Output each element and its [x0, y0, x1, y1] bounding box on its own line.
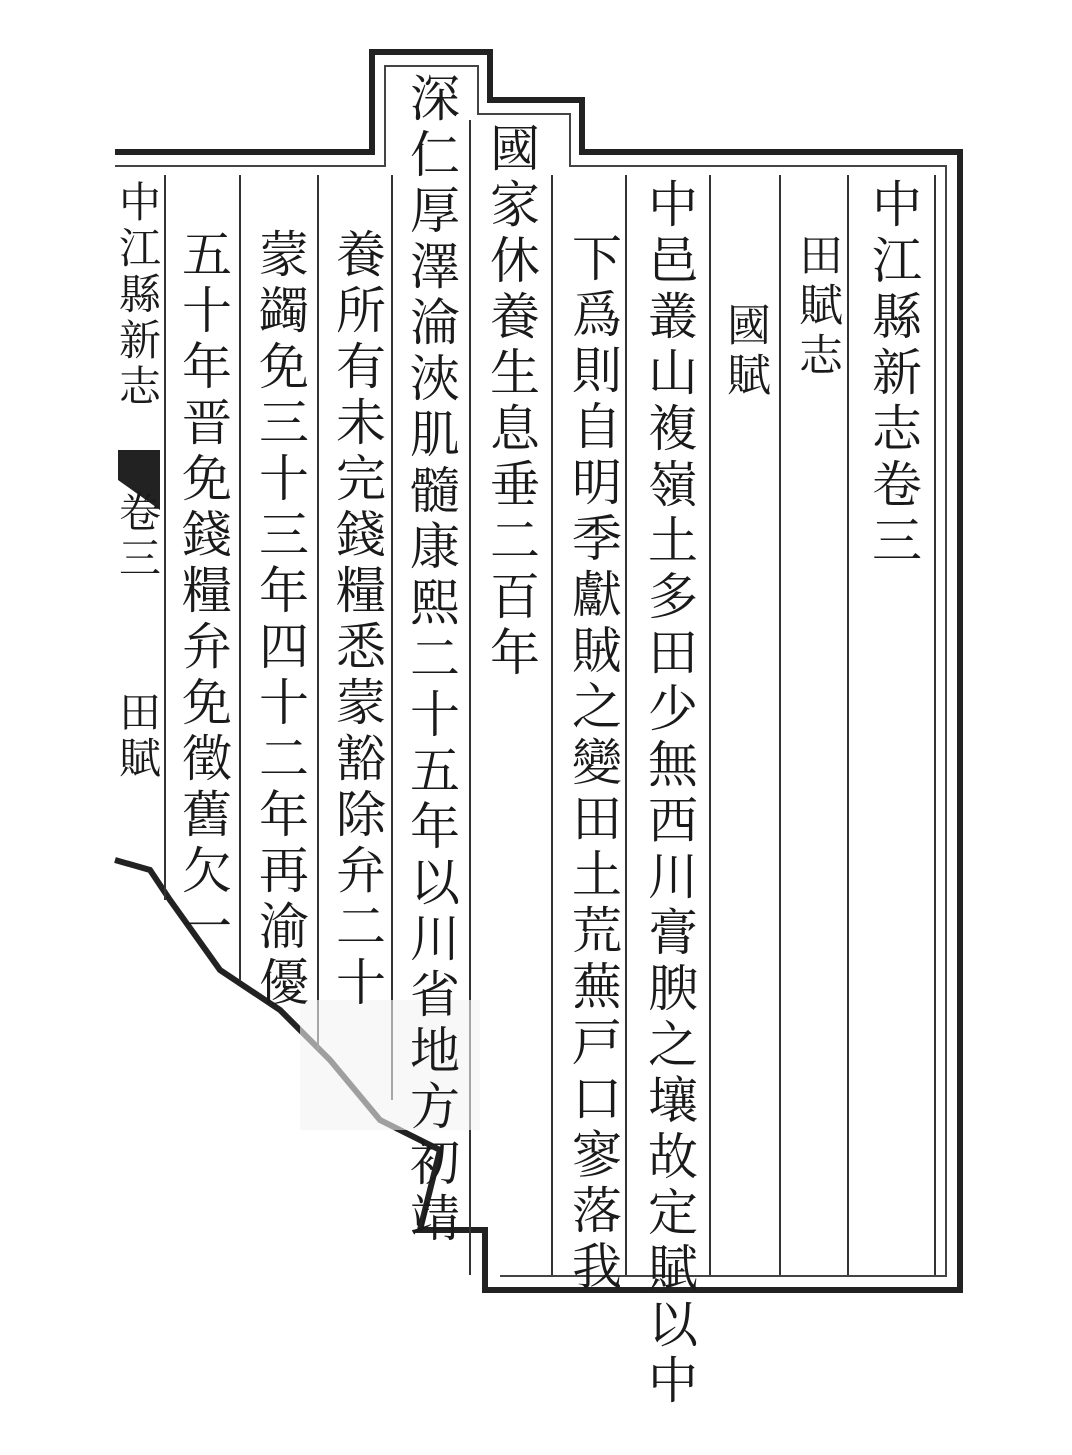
- text-column-2: 下爲則自明季獻賊之變田土荒蕪戸口寥落我: [564, 232, 622, 1296]
- text-column-6: 蒙蠲免三十三年四十二年再渝優: [251, 228, 309, 1012]
- text-column-1: 中邑叢山複嶺土多田少無西川膏腴之壤故定賦以中: [640, 178, 698, 1410]
- section-heading: 田賦志: [791, 232, 842, 382]
- volume-title: 中江縣新志卷三: [864, 178, 922, 570]
- fold-section: 田賦: [113, 690, 162, 782]
- text-column-3: 國家休養生息垂二百年: [482, 122, 540, 682]
- text-column-5: 養所有未完錢糧悉蒙豁除弁二十: [328, 228, 386, 1012]
- text-column-7: 五十年晋免錢糧弁免徵舊欠一: [174, 228, 232, 956]
- subheading: 國賦: [719, 302, 770, 402]
- text-column-4: 深仁厚澤淪浹肌髓康熙二十五年以川省地方初靖: [402, 72, 460, 1248]
- fold-book-title: 中江縣新志: [113, 180, 162, 410]
- fold-volume: 卷三: [113, 490, 162, 582]
